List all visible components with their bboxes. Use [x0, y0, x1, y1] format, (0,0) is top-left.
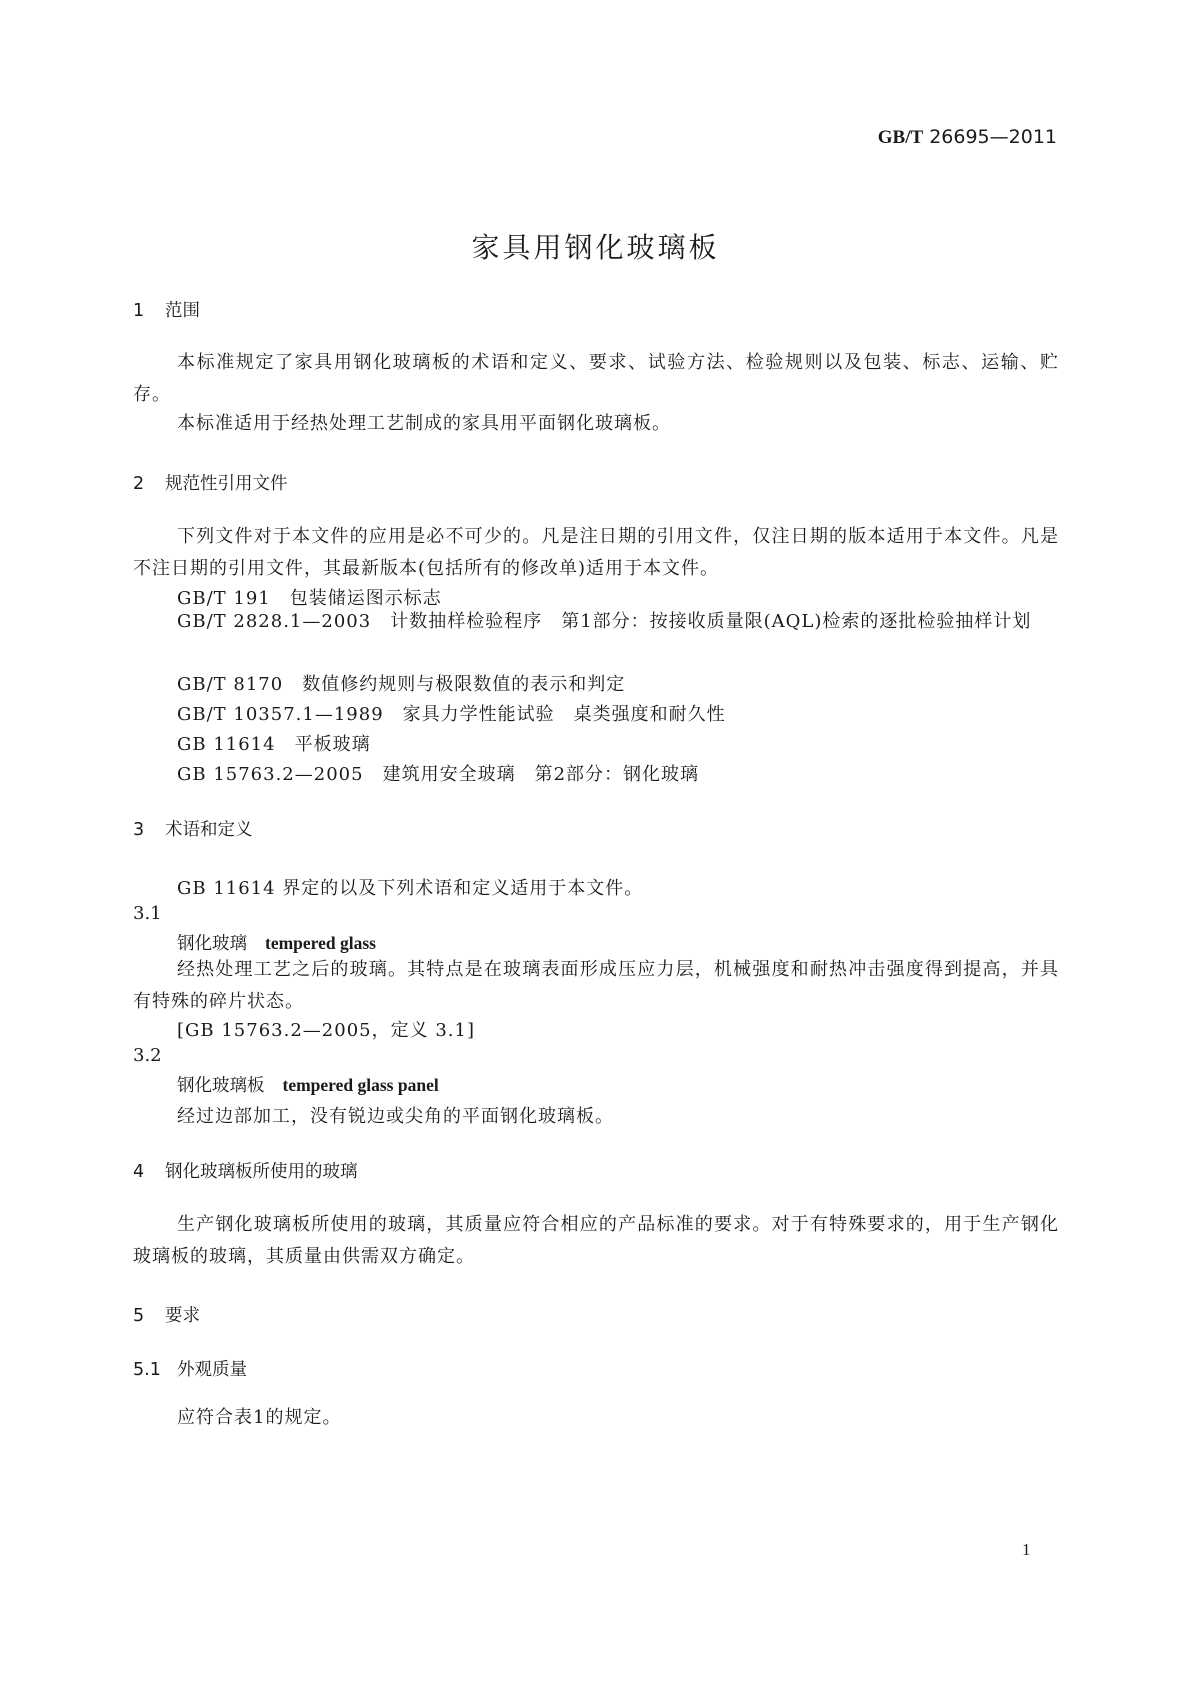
section-5-heading — [133, 1302, 200, 1327]
reference-item: GB/T 10357.1—1989 家具力学性能试验 桌类强度和耐久性 — [177, 704, 726, 725]
section-number: 1 — [133, 301, 145, 321]
reference-item: GB/T 2828.1—2003 计数抽样检验程序 第1部分：按接收质量限(AQL)检索的逐批检验抽样计划 — [177, 611, 1032, 632]
section-2-heading — [133, 470, 288, 495]
section-title: 规范性引用文件 — [165, 474, 288, 494]
section-4-paragraph-1: 生产钢化玻璃板所使用的玻璃，其质量应符合相应的产品标准的要求。对于有特殊要求的，用于生产钢化玻璃板的玻璃，其质量由供需双方确定。 — [133, 1214, 1059, 1267]
term-chinese: 钢化玻璃板 — [177, 1076, 265, 1096]
section-number: 4 — [133, 1162, 145, 1182]
section-3-intro: GB 11614 界定的以及下列术语和定义适用于本文件。 — [177, 878, 644, 899]
term-english: tempered glass — [265, 933, 376, 953]
section-title: 范围 — [165, 301, 200, 321]
term-chinese: 钢化玻璃 — [177, 934, 247, 954]
section-number: 3 — [133, 820, 145, 840]
term-3-2-definition: 经过边部加工，没有锐边或尖角的平面钢化玻璃板。 — [177, 1106, 614, 1127]
section-5-1-paragraph: 应符合表1的规定。 — [177, 1407, 342, 1428]
term-3-1-definition: 经热处理工艺之后的玻璃。其特点是在玻璃表面形成压应力层，机械强度和耐热冲击强度得到提高，并具有特殊的碎片状态。 — [133, 959, 1059, 1012]
term-3-2-number: 3.2 — [133, 1045, 162, 1066]
reference-item: GB 11614 平板玻璃 — [177, 734, 371, 755]
section-number: 2 — [133, 474, 145, 494]
standard-code — [878, 126, 1057, 149]
term-3-1 — [177, 930, 376, 955]
term-3-2 — [177, 1072, 439, 1097]
reference-item: GB 15763.2—2005 建筑用安全玻璃 第2部分：钢化玻璃 — [177, 764, 700, 785]
document-title: 家具用钢化玻璃板 — [471, 231, 720, 264]
section-5-1-heading — [133, 1356, 247, 1381]
section-title: 钢化玻璃板所使用的玻璃 — [165, 1162, 358, 1182]
section-2-paragraph-1: 下列文件对于本文件的应用是必不可少的。凡是注日期的引用文件，仅注日期的版本适用于本文件。凡是不注日期的引用文件，其最新版本(包括所有的修改单)适用于本文件。 — [133, 526, 1059, 579]
section-3-heading — [133, 816, 253, 841]
section-1-paragraph-1: 本标准规定了家具用钢化玻璃板的术语和定义、要求、试验方法、检验规则以及包装、标志、运输、贮存。 — [133, 352, 1059, 405]
standard-code-prefix: GB/T — [877, 127, 924, 148]
term-3-1-number: 3.1 — [133, 903, 162, 924]
section-1-paragraph-2: 本标准适用于经热处理工艺制成的家具用平面钢化玻璃板。 — [177, 413, 671, 434]
section-title: 要求 — [165, 1306, 200, 1326]
section-4-heading — [133, 1158, 358, 1183]
reference-item: GB/T 191 包装储运图示标志 — [177, 588, 442, 609]
page-number: 1 — [1022, 1540, 1031, 1559]
reference-item: GB/T 8170 数值修约规则与极限数值的表示和判定 — [177, 674, 626, 695]
term-english: tempered glass panel — [282, 1075, 439, 1095]
term-3-1-source: [GB 15763.2—2005，定义 3.1] — [177, 1020, 475, 1041]
section-number: 5 — [133, 1306, 145, 1326]
standard-code-number: 26695—2011 — [929, 126, 1057, 148]
subsection-number: 5.1 — [133, 1360, 161, 1380]
section-title: 术语和定义 — [165, 820, 253, 840]
subsection-title: 外观质量 — [177, 1360, 247, 1380]
section-1-heading — [133, 297, 200, 322]
